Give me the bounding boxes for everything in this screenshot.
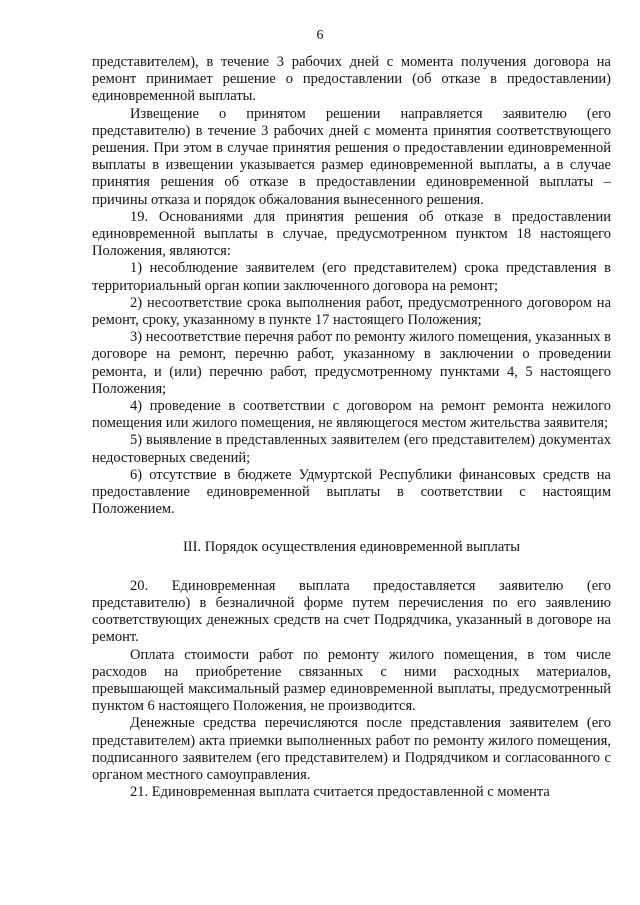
page-number: 6	[316, 28, 324, 43]
list-item: 3) несоответствие перечня работ по ремонту жилого помещения, указанных в договоре на ремонт, перечню работ, указанному в заключении о проведении ремонта, и (или) перечню работ, предусмотренному пунктами 4, 5 настоящего Положения;	[92, 329, 611, 397]
paragraph-item-20: 20. Единовременная выплата предоставляется заявителю (его представителю) в безналичной форме путем перечисления по его заявлению соответствующих денежных средств на счет Подрядчика, указанный в договоре на ремонт.	[92, 577, 611, 646]
paragraph-item-19: 19. Основаниями для принятия решения об отказе в предоставлении единовременной выплаты в случае, предусмотренном пунктом 18 настоящего Положения, являются:	[92, 208, 611, 260]
paragraph: Извещение о принятом решении направляется заявителю (его представителю) в течение 3 рабочих дней с момента принятия соответствующего решения. При этом в случае принятия решения о предоставлении единовременной выплаты в извещении указывается размер единовременной выплаты, а в случае принятия решения об отказе в предоставлении единовременной выплаты – причины отказа и порядок обжалования вынесенного решения.	[92, 105, 611, 208]
list-item: 5) выявление в представленных заявителем (его представителем) документах недостоверных сведений;	[92, 432, 611, 466]
list-item: 4) проведение в соответствии с договором на ремонт ремонта нежилого помещения или жилого помещения, не являющегося местом жительства заявителя;	[92, 398, 611, 432]
document-body	[92, 54, 611, 801]
section-heading: III. Порядок осуществления единовременной выплаты	[182, 539, 521, 556]
paragraph: Оплата стоимости работ по ремонту жилого помещения, в том числе расходов на приобретение связанных с ними расходных материалов, превышающей максимальный размер единовременной выплаты, предусмотренный пунктом 6 настоящего Положения, не производится.	[92, 646, 611, 715]
list-item: 6) отсутствие в бюджете Удмуртской Республики финансовых средств на предоставление единовременной выплаты в соответствии с настоящим Положением.	[92, 466, 611, 518]
paragraph-item-21: 21. Единовременная выплата считается предоставленной с момента	[130, 784, 550, 801]
list-item: 2) несоответствие срока выполнения работ, предусмотренного договором на ремонт, сроку, указанному в пункте 17 настоящего Положения;	[92, 294, 611, 329]
paragraph: представителем), в течение 3 рабочих дней с момента получения договора на ремонт принимает решение о предоставлении (об отказе в предоставлении) единовременной выплаты.	[92, 54, 611, 105]
list-item: 1) несоблюдение заявителем (его представителем) срока представления в территориальный орган копии заключенного договора на ремонт;	[92, 260, 611, 294]
paragraph: Денежные средства перечисляются после представления заявителем (его представителем) акта приемки выполненных работ по ремонту жилого помещения, подписанного заявителем (его представителем) и Подрядчиком и согласованного с органом местного самоуправления.	[92, 715, 611, 783]
